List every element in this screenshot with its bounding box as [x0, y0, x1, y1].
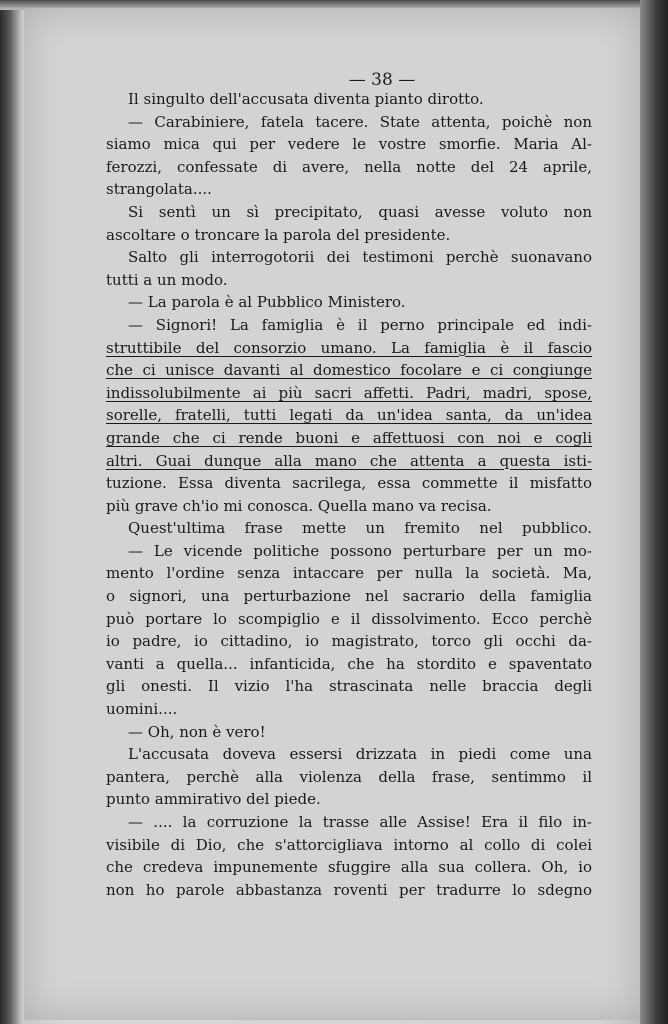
text-line: tutti a un modo.	[106, 270, 228, 289]
text-line: gli onesti. Il vizio l'ha strascinata nelle braccia degli	[106, 677, 592, 696]
text-line: — La parola è al Pubblico Ministero.	[128, 293, 406, 312]
text-line: strangolata....	[106, 180, 212, 199]
text-line: Salto gli interrogotorii dei testimoni perchè suonavano	[128, 248, 592, 267]
body-text	[106, 88, 592, 901]
text-line: Si sentì un sì precipitato, quasi avesse voluto non	[128, 202, 592, 221]
text-line: ferozzi, confessate di avere, nella notte del 24 aprile,	[106, 157, 592, 176]
text-line: ascoltare o troncare la parola del presidente.	[106, 225, 451, 244]
text-line: che credeva impunemente sfuggire alla sua collera. Oh, io	[106, 858, 592, 877]
underlined-text-line: sorelle, fratelli, tutti legati da un'idea santa, da un'idea	[106, 406, 592, 425]
underlined-text-line: altri. Guai dunque alla mano che attenta a questa isti-	[106, 451, 592, 470]
text-line: L'accusata doveva essersi drizzata in piedi come una	[128, 745, 592, 764]
text-line: Il singulto dell'accusata diventa pianto dirotto.	[128, 90, 484, 108]
text-line: più grave ch'io mi conosca. Quella mano va recisa.	[106, 496, 492, 515]
text-line: Quest'ultima frase mette un fremito nel pubblico.	[128, 519, 592, 538]
text-line: o signori, una perturbazione nel sacrario della famiglia	[106, 587, 592, 606]
underlined-text-line: struttibile del consorzio umano. La famiglia è il fascio	[106, 338, 592, 357]
text-line: tuzione. Essa diventa sacrilega, essa commette il misfatto	[106, 474, 592, 493]
book-right-edge	[640, 0, 668, 1024]
text-line: — .... la corruzione la trasse alle Assise! Era il filo in-	[128, 813, 592, 831]
text-line: vanti a quella... infanticida, che ha stordito e spaventato	[106, 654, 592, 673]
underlined-text-line: indissolubilmente ai più sacri affetti. Padri, madri, spose,	[106, 383, 592, 402]
underlined-text-line: grande che ci rende buoni e affettuosi con noi e cogli	[106, 428, 592, 447]
underlined-text-line: che ci unisce davanti al domestico focolare e ci congiunge	[106, 361, 592, 380]
text-line: — Carabiniere, fatela tacere. State attenta, poichè non	[128, 112, 592, 131]
text-line: pantera, perchè alla violenza della frase, sentimmo il	[106, 767, 592, 786]
text-line: non ho parole abbastanza roventi per tradurre lo sdegno	[106, 880, 592, 899]
text-line: siamo mica qui per vedere le vostre smorfie. Maria Al-	[106, 135, 592, 154]
text-line: mento l'ordine senza intaccare per nulla la società. Ma,	[106, 564, 592, 583]
text-line: visibile di Dio, che s'attorcigliava intorno al collo di colei	[106, 835, 592, 854]
text-line: — Signori! La famiglia è il perno principale ed indi-	[128, 315, 592, 334]
text-line: io padre, io cittadino, io magistrato, torco gli occhi da-	[106, 632, 592, 651]
text-line: — Le vicende politiche possono perturbare per un mo-	[128, 541, 592, 560]
text-line: — Oh, non è vero!	[128, 722, 266, 741]
text-line: uomini....	[106, 700, 178, 719]
page-number: — 38 —	[348, 70, 416, 90]
text-line: può portare lo scompiglio e il dissolvimento. Ecco perchè	[106, 609, 592, 628]
text-line: punto ammirativo del piede.	[106, 790, 321, 809]
